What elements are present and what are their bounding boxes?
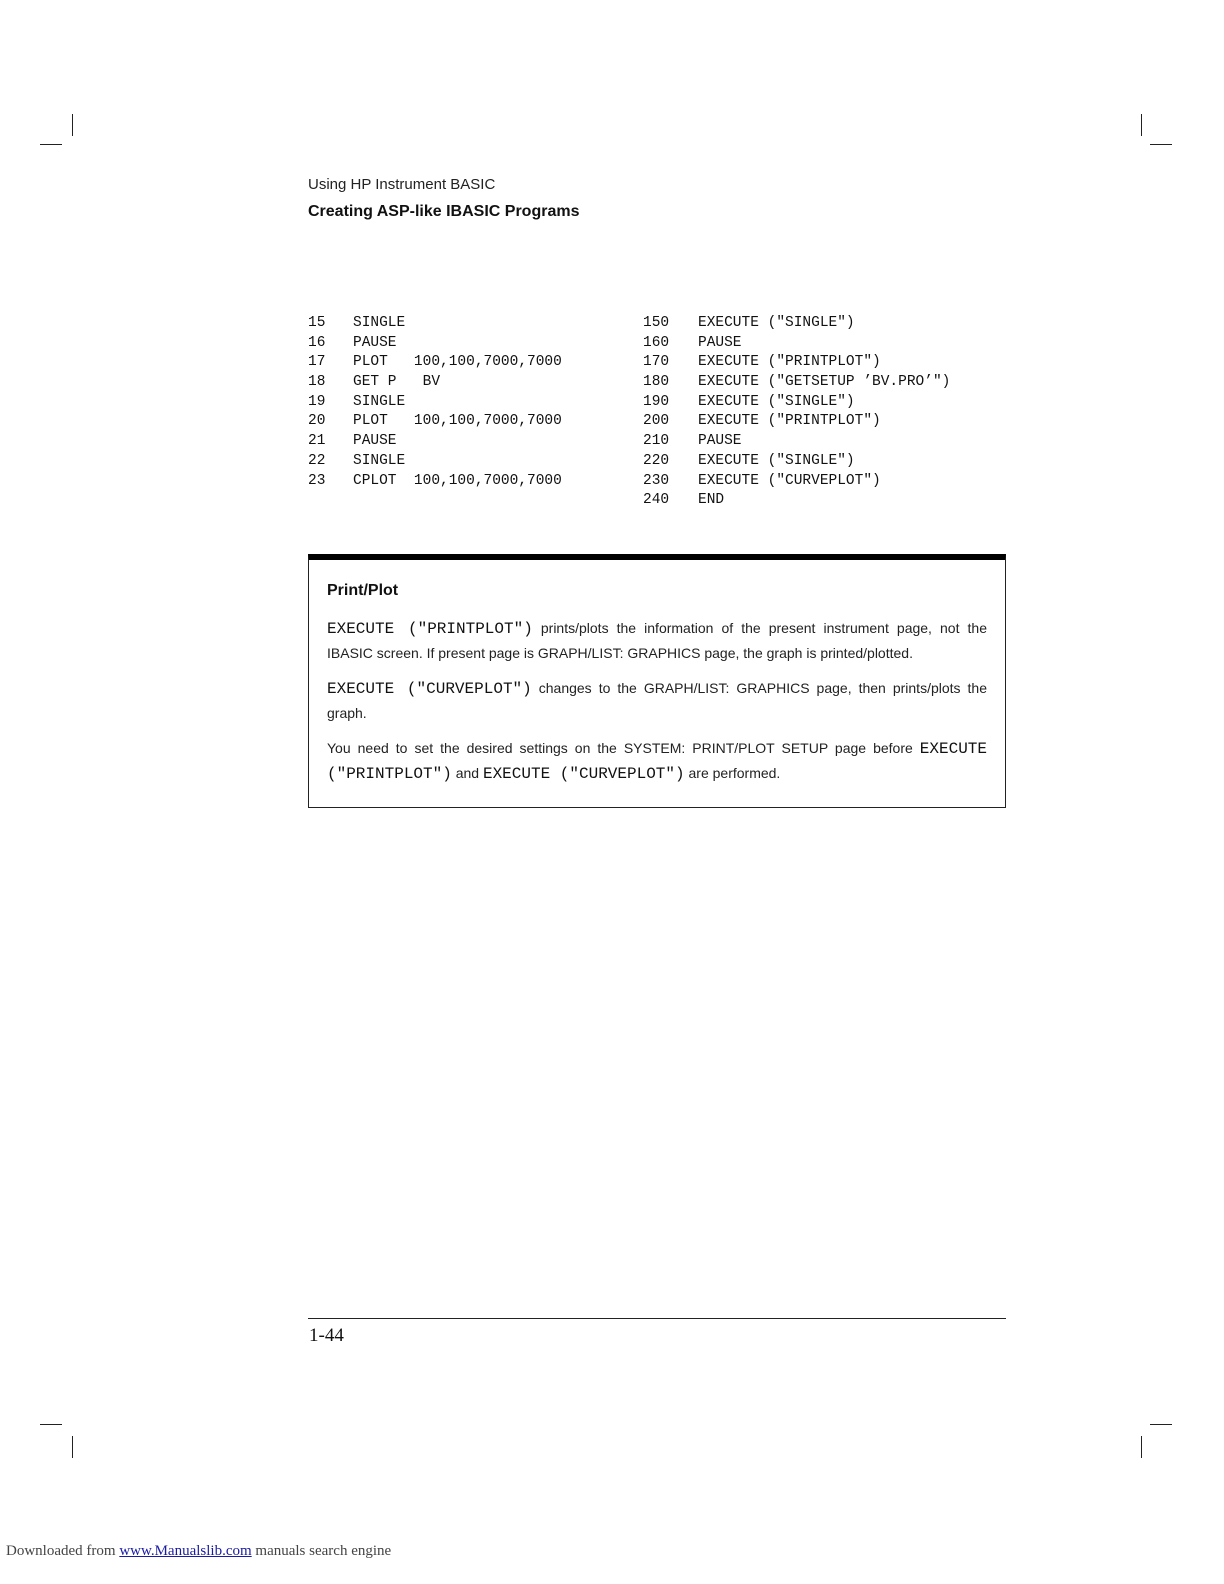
crop-mark (72, 114, 73, 136)
line-number: 160 (643, 334, 670, 351)
code-statement: GET P BV (353, 374, 441, 391)
note-text: changes to the GRAPH/LIST: GRAPHICS page, then prints/plots the graph. (327, 680, 987, 721)
code-line (643, 373, 950, 393)
note-box (308, 554, 1006, 808)
code-line (308, 334, 562, 354)
code-statement: EXECUTE ("GETSETUP ’BV.PRO’") (698, 374, 951, 391)
note-paragraph-1 (327, 616, 987, 665)
line-number: 190 (643, 393, 670, 410)
code-line (308, 412, 562, 432)
crop-mark (1150, 1424, 1172, 1425)
code-snippet: EXECUTE ("CURVEPLOT") (327, 680, 532, 698)
code-statement: SINGLE (353, 393, 406, 410)
code-line (308, 373, 562, 393)
note-paragraph-2 (327, 676, 987, 725)
manualslib-link[interactable]: www.Manualslib.com (119, 1543, 252, 1559)
line-number: 210 (643, 433, 670, 450)
code-statement: END (698, 492, 725, 509)
code-statement: SINGLE (353, 452, 406, 469)
line-number: 22 (308, 452, 326, 469)
note-paragraph-3 (327, 736, 987, 786)
code-line (643, 452, 950, 472)
note-text: prints/plots the information of the present instrument page, not the IBASIC screen. If present page is GRAPH/LIST: GRAPHICS page, the graph is printed/plotted. (327, 620, 987, 661)
code-line (643, 412, 950, 432)
code-statement: PLOT 100,100,7000,7000 (353, 354, 562, 371)
page-number: 1-44 (309, 1325, 344, 1346)
code-listing-right (643, 314, 950, 511)
code-line (643, 353, 950, 373)
code-statement: PAUSE (698, 334, 742, 351)
code-statement: EXECUTE ("SINGLE") (698, 452, 855, 469)
line-number: 200 (643, 413, 670, 430)
code-line (308, 472, 562, 492)
code-line (308, 432, 562, 452)
crop-mark (1141, 114, 1142, 136)
code-line (643, 491, 950, 511)
note-text: and (451, 765, 483, 781)
crop-mark (40, 144, 62, 145)
section-title: Creating ASP-like IBASIC Programs (308, 203, 580, 220)
line-number: 220 (643, 452, 670, 469)
code-statement: PLOT 100,100,7000,7000 (353, 413, 562, 430)
download-prefix: Downloaded from (6, 1543, 120, 1559)
code-statement: PAUSE (698, 433, 742, 450)
line-number: 230 (643, 472, 670, 489)
code-listing-left (308, 314, 562, 491)
code-line (643, 472, 950, 492)
code-statement: CPLOT 100,100,7000,7000 (353, 472, 562, 489)
crop-mark (1141, 1436, 1142, 1458)
code-line (643, 334, 950, 354)
download-credit (6, 1543, 391, 1560)
code-line (308, 393, 562, 413)
code-statement: EXECUTE ("PRINTPLOT") (698, 354, 881, 371)
code-snippet: EXECUTE ("PRINTPLOT") (327, 740, 987, 783)
running-header: Using HP Instrument BASIC (308, 176, 496, 193)
code-statement: SINGLE (353, 315, 406, 331)
code-line (643, 393, 950, 413)
note-title: Print/Plot (327, 582, 399, 599)
line-number: 20 (308, 413, 326, 430)
code-line (308, 314, 562, 334)
code-line (643, 432, 950, 452)
line-number: 240 (643, 492, 670, 509)
footer-rule (308, 1318, 1006, 1319)
code-statement: PAUSE (353, 433, 397, 450)
code-statement: PAUSE (353, 334, 397, 351)
line-number: 180 (643, 374, 670, 391)
line-number: 18 (308, 374, 326, 391)
line-number: 150 (643, 315, 670, 331)
code-statement: EXECUTE ("CURVEPLOT") (698, 472, 881, 489)
download-suffix: manuals search engine (251, 1543, 392, 1559)
note-text: You need to set the desired settings on the SYSTEM: PRINT/PLOT SETUP page before (327, 740, 920, 756)
code-statement: EXECUTE ("SINGLE") (698, 393, 855, 410)
code-line (643, 314, 950, 334)
crop-mark (1150, 144, 1172, 145)
line-number: 17 (308, 354, 326, 371)
code-snippet: EXECUTE ("PRINTPLOT") (327, 620, 533, 638)
code-line (308, 452, 562, 472)
line-number: 15 (308, 315, 326, 331)
code-statement: EXECUTE ("PRINTPLOT") (698, 413, 881, 430)
note-text: are performed. (684, 765, 781, 781)
line-number: 16 (308, 334, 326, 351)
code-line (308, 353, 562, 373)
line-number: 23 (308, 472, 326, 489)
line-number: 19 (308, 393, 326, 410)
crop-mark (72, 1436, 73, 1458)
code-statement: EXECUTE ("SINGLE") (698, 315, 855, 331)
crop-mark (40, 1424, 62, 1425)
code-snippet: EXECUTE ("CURVEPLOT") (482, 765, 685, 783)
line-number: 21 (308, 433, 326, 450)
line-number: 170 (643, 354, 670, 371)
